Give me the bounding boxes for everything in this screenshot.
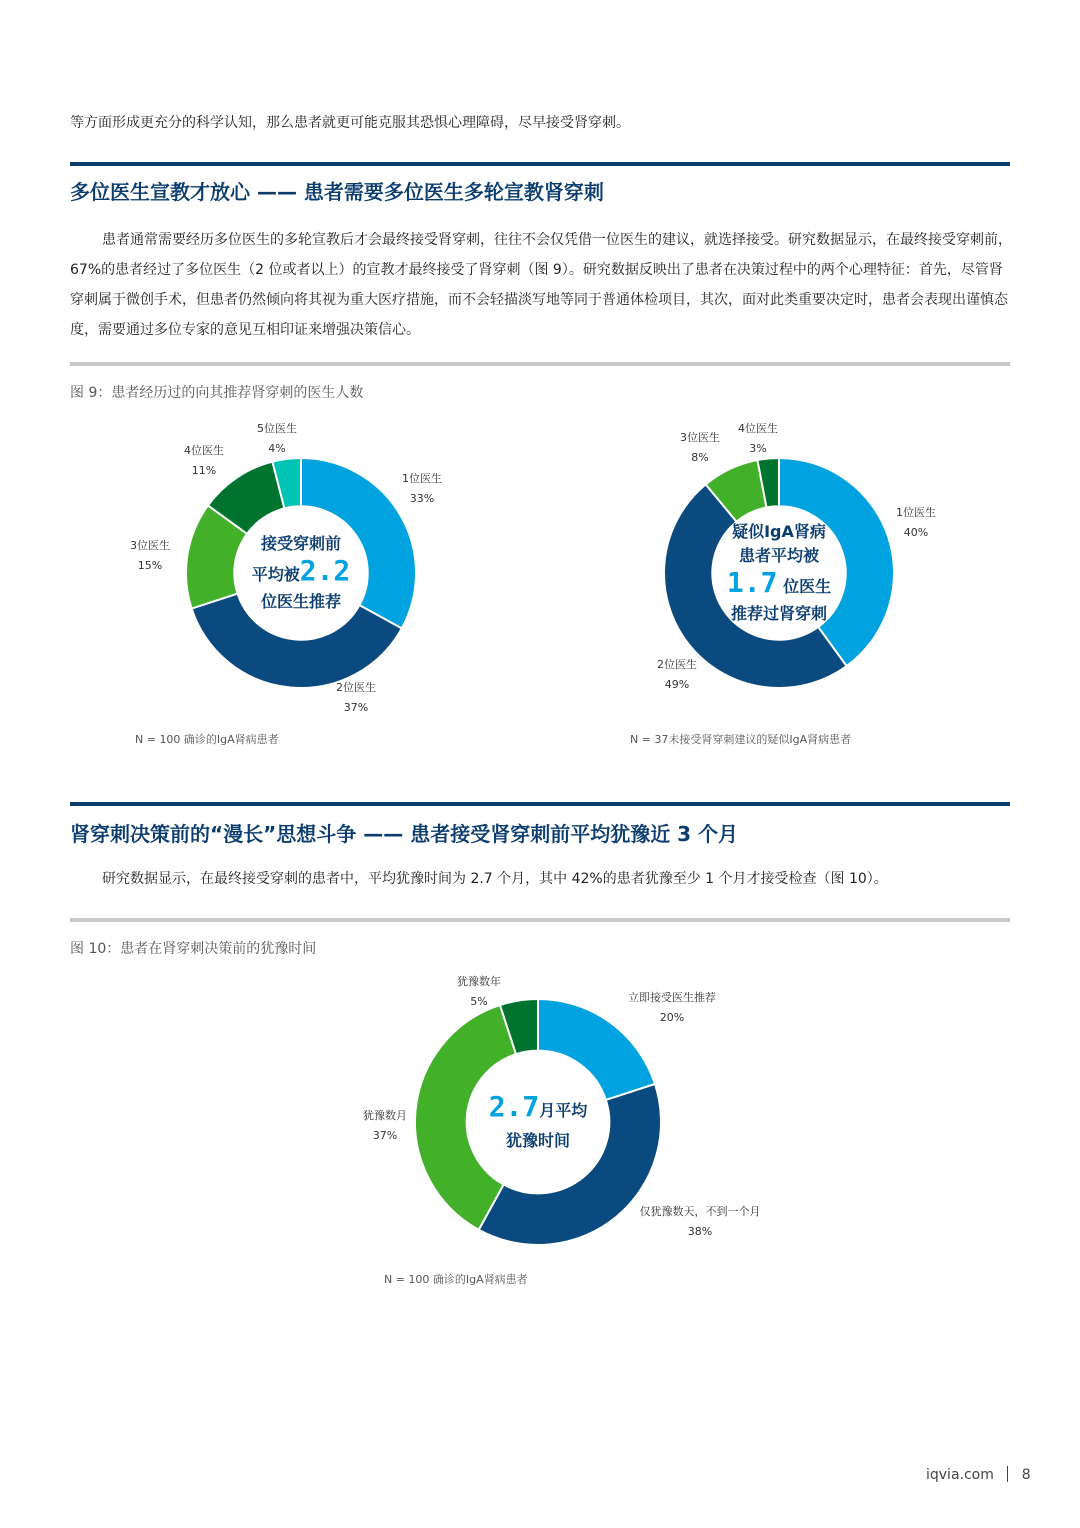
f9r-center — [714, 520, 844, 626]
f9l-label-3-value: 15% — [137, 559, 163, 572]
footer — [926, 1466, 1031, 1483]
figure10-note: N = 100 确诊的IgA肾病患者 — [384, 1273, 528, 1286]
section1-paragraph: 患者通常需要经历多位医生的多轮宣教后才会最终接受肾穿刺，往往不会仅凭借一位医生的建议，就选择接受。研究数据显示，在最终接受穿刺前，67%的患者经过了多位医生（2 位或者以上）的宣教才最终接受了肾穿刺（图 9）。研究数据反映出了患者在决策过程中的两个心理特征：首先，尽管肾穿刺属于微创手术，但患者仍然倾向将其视为重大医疗措施，而不会轻描淡写地等同于普通体检项目，其次，面对此类重要决定时，患者会表现出谨慎态度，需要通过多位专家的意见互相印证来增强决策信心。 — [70, 232, 1012, 338]
f9r-center-line4: 推荐过肾穿刺 — [730, 604, 827, 623]
footer-divider — [1007, 1466, 1008, 1482]
section1-heading: 多位医生宣教才放心 —— 患者需要多位医生多轮宣教肾穿刺 — [70, 180, 604, 204]
f9r-label-4-value: 3% — [749, 442, 767, 455]
f9l-center-line1: 接受穿刺前 — [260, 534, 341, 553]
figure9-right-note: N = 37未接受肾穿刺建议的疑似IgA肾病患者 — [630, 733, 852, 746]
f10-label-months — [352, 1106, 418, 1146]
footer-page-number: 8 — [1021, 1467, 1031, 1483]
f9r-label-1-value: 40% — [903, 526, 929, 539]
f9l-label-2 — [334, 678, 378, 718]
f9r-label-2-value: 49% — [664, 678, 690, 691]
f9l-center-line3: 位医生推荐 — [260, 592, 341, 611]
f10-label-days-value: 38% — [687, 1225, 713, 1238]
section2-paragraph: 研究数据显示，在最终接受穿刺的患者中，平均犹豫时间为 2.7 个月，其中 42%的患者犹豫至少 1 个月才接受检查（图 10）。 — [102, 871, 888, 887]
f9r-label-2-name: 2位医生 — [657, 658, 697, 671]
f9l-label-4 — [182, 441, 226, 481]
f9r-label-2 — [655, 655, 699, 695]
f9l-label-1-value: 33% — [409, 492, 435, 505]
f10-label-days — [630, 1202, 770, 1242]
f10-label-days-name: 仅犹豫数天，不到一个月 — [639, 1205, 761, 1218]
f9l-label-3-name: 3位医生 — [130, 539, 170, 552]
f9r-center-line2: 患者平均被 — [738, 546, 819, 565]
f9l-center-line2 — [236, 554, 366, 588]
footer-site[interactable]: iqvia.com — [926, 1467, 994, 1483]
section1-top-rule — [70, 162, 1010, 166]
f9l-label-5 — [255, 419, 299, 459]
f9l-label-2-value: 37% — [343, 701, 369, 714]
f9l-label-3 — [128, 536, 172, 576]
f9r-center-suffix: 位医生 — [783, 577, 832, 596]
f9l-label-1 — [400, 469, 444, 509]
f10-center — [473, 1092, 603, 1156]
f9l-center — [236, 530, 366, 615]
f10-label-years-name: 犹豫数年 — [457, 975, 501, 988]
f10-center-suffix: 月平均 — [539, 1101, 588, 1120]
f9r-center-value: 1.7 — [726, 566, 778, 599]
figure9-title: 图 9：患者经历过的向其推荐肾穿刺的医生人数 — [70, 385, 364, 401]
f10-center-line1 — [473, 1092, 603, 1126]
f10-label-months-value: 37% — [372, 1129, 398, 1142]
figure9-top-rule — [70, 362, 1010, 366]
f9r-label-3 — [678, 428, 722, 468]
f9l-center-prefix: 平均被 — [251, 565, 300, 584]
f9r-label-4-name: 4位医生 — [738, 422, 778, 435]
figure9-left-note: N = 100 确诊的IgA肾病患者 — [135, 733, 279, 746]
f10-label-years — [446, 972, 512, 1012]
f9l-label-2-name: 2位医生 — [336, 681, 376, 694]
f9r-label-3-value: 8% — [691, 451, 709, 464]
f10-label-immediate — [612, 988, 732, 1028]
f9l-label-4-value: 11% — [191, 464, 217, 477]
f9r-label-4 — [736, 419, 780, 459]
f10-label-years-value: 5% — [470, 995, 488, 1008]
f9r-center-line1: 疑似IgA肾病 — [732, 522, 826, 541]
f9r-center-line3 — [714, 568, 844, 602]
f10-label-immediate-name: 立即接受医生推荐 — [628, 991, 716, 1004]
f10-center-line2: 犹豫时间 — [505, 1131, 570, 1150]
f10-center-value: 2.7 — [488, 1090, 540, 1123]
f9r-label-1-name: 1位医生 — [896, 506, 936, 519]
f10-label-months-name: 犹豫数月 — [363, 1109, 407, 1122]
f9r-label-1 — [894, 503, 938, 543]
f9l-label-1-name: 1位医生 — [402, 472, 442, 485]
f9l-label-5-value: 4% — [268, 442, 286, 455]
section2-top-rule — [70, 802, 1010, 806]
f9l-label-5-name: 5位医生 — [257, 422, 297, 435]
f10-label-immediate-value: 20% — [659, 1011, 685, 1024]
section2-heading: 肾穿刺决策前的“漫长”思想斗争 —— 患者接受肾穿刺前平均犹豫近 3 个月 — [70, 822, 739, 846]
intro-text: 等方面形成更充分的科学认知，那么患者就更可能克服其恐惧心理障碍，尽早接受肾穿刺。 — [70, 115, 630, 131]
f9r-label-3-name: 3位医生 — [680, 431, 720, 444]
f9l-center-value: 2.2 — [299, 554, 351, 587]
figure10-top-rule — [70, 918, 1010, 922]
f9l-label-4-name: 4位医生 — [184, 444, 224, 457]
figure10-title: 图 10：患者在肾穿刺决策前的犹豫时间 — [70, 941, 317, 957]
